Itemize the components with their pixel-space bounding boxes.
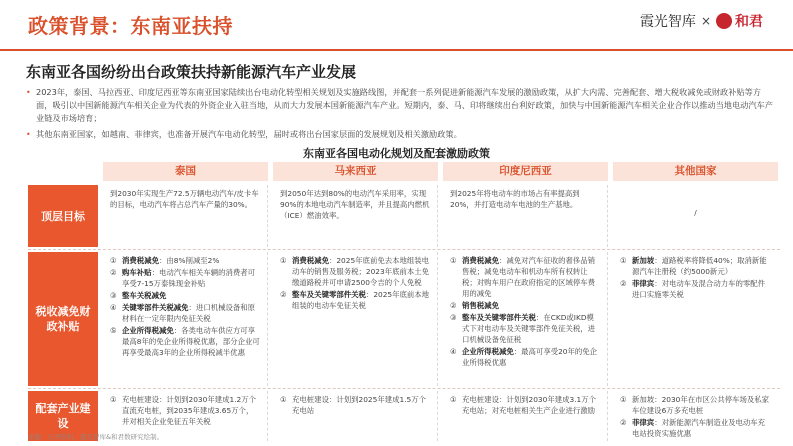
policy-item bbox=[110, 394, 260, 427]
item-number: ② bbox=[620, 418, 627, 427]
table-corner bbox=[28, 162, 98, 181]
policy-item bbox=[110, 302, 260, 324]
item-text bbox=[122, 290, 166, 301]
item-keyword: 菲律宾 bbox=[632, 279, 655, 288]
item-number: ② bbox=[620, 279, 627, 288]
item-number: ① bbox=[450, 256, 457, 265]
policy-item bbox=[280, 289, 430, 311]
policy-item bbox=[450, 312, 600, 345]
slide-header bbox=[0, 0, 793, 56]
page-title: 政策背景：东南亚扶持 bbox=[28, 14, 233, 38]
policy-item bbox=[110, 290, 260, 301]
item-number: ① bbox=[280, 395, 287, 404]
item-keyword: 关键零部件关税减免 bbox=[122, 303, 189, 312]
brand-separator: × bbox=[700, 14, 711, 28]
cell-infra-malaysia bbox=[273, 391, 438, 441]
item-number: ② bbox=[450, 301, 457, 310]
item-keyword: 销售税减免 bbox=[462, 301, 499, 310]
intro-bullets bbox=[26, 86, 774, 144]
bullet-dot-icon: • bbox=[26, 88, 31, 97]
policy-item bbox=[280, 255, 430, 288]
cell-goal-thailand: 到2030年实现生产72.5万辆电动汽车/皮卡车的目标，电动汽车将占总汽车产量的30%。 bbox=[103, 185, 268, 247]
item-number: ③ bbox=[110, 291, 117, 300]
cell-goal-malaysia: 到2050年达到80%的电动汽车采用率，实现90%的本地电动汽车制造率，并且提高内燃机（ICE）燃油效率。 bbox=[273, 185, 438, 247]
policy-table bbox=[28, 162, 780, 441]
item-number: ① bbox=[110, 256, 117, 265]
col-header-malaysia: 马来西亚 bbox=[273, 162, 438, 181]
item-text: 充电桩建设：计划到2030年建成3.1万个充电站；对充电桩相关生产企业进行激励 bbox=[462, 395, 597, 415]
item-text: 菲律宾：对新能源汽车制造业及电动车充电站投资实施优惠 bbox=[632, 418, 766, 438]
table-title: 东南亚各国电动化规划及配套激励政策 bbox=[303, 147, 490, 160]
bullet-item bbox=[26, 86, 774, 125]
policy-item bbox=[280, 394, 430, 416]
item-number: ① bbox=[280, 256, 287, 265]
bullet-item bbox=[26, 128, 774, 141]
item-text: 关键零部件关税减免：进口机械设备和原材料在一定年限内免征关税 bbox=[122, 303, 256, 323]
item-text: 整车及关键零部件关税：在CKD或IKD模式下对电动车及关键零部件免征关税，进口机械设备免征税 bbox=[462, 313, 596, 344]
item-text: 企业所得税减免：最高可享受20年的免企业所得税优惠 bbox=[462, 347, 598, 367]
policy-item bbox=[620, 417, 771, 439]
item-text: 消费税减免：减免对汽车征收的奢侈品销售税；减免电动车和机动车所有权转让税；对购车用户在政府指定的区域停车费用的减免 bbox=[462, 256, 596, 298]
policy-item bbox=[620, 394, 771, 416]
bullet-text: 其他东南亚国家，如越南、菲律宾，也准备开展汽车电动化转型，届时或将出台国家层面的发展规划及相关激励政策。 bbox=[36, 129, 462, 139]
item-text: 新加坡：2030年在市区公共停车场及私家车位建设6万多充电桩 bbox=[632, 395, 770, 415]
item-number: ④ bbox=[110, 303, 117, 312]
item-text: 企业所得税减免：各类电动车供应方可享最高8年的免企业所得税优惠，部分企业可再享受最高3年的企业所得税减半优惠 bbox=[122, 326, 260, 357]
item-text: 整车及关键零部件关税：2025年底前本地组装的电动车免征关税 bbox=[292, 290, 430, 310]
row-divider bbox=[28, 388, 780, 389]
col-header-thailand: 泰国 bbox=[103, 162, 268, 181]
item-keyword: 购车补贴 bbox=[122, 268, 152, 277]
brand-logos bbox=[640, 11, 763, 31]
item-text: 新加坡：道路税率将降低40%；取消新能源汽车注册税（约5000新元） bbox=[632, 256, 767, 276]
item-keyword: 菲律宾 bbox=[632, 418, 655, 427]
policy-item bbox=[620, 255, 771, 277]
cell-tax-indonesia bbox=[443, 252, 608, 386]
bullet-text: 2023年，泰国、马拉西亚、印度尼西亚等东南亚国家陆续出台电动化转型相关规划及实施路线图，并配套一系列促进新能源汽车发展的激励政策，从扩大内需、完善配套、增大税收减免或财政补贴等方面，吸引以中国新能源汽车相关企业为代表的外资企业入驻当地，从而大力发展本国新能源汽车产业。短期内，泰、马、印将继续出台利好政策，加快与中国新能源汽车相关企业合作以推动当地电动汽车产业链及市场培育； bbox=[36, 87, 773, 123]
item-keyword: 企业所得税减免 bbox=[122, 326, 174, 335]
row-label-top-goal: 顶层目标 bbox=[28, 185, 98, 247]
cell-goal-others: / bbox=[694, 208, 697, 217]
row-label-tax-subsidy: 税收减免财政补贴 bbox=[28, 252, 98, 386]
policy-item bbox=[620, 278, 771, 300]
item-number: ② bbox=[280, 290, 287, 299]
item-text: 菲律宾：对电动车及混合动力车的零配件进口实施零关税 bbox=[632, 279, 766, 299]
col-header-others: 其他国家 bbox=[613, 162, 778, 181]
brand-hejun: 和君 bbox=[735, 14, 763, 30]
policy-item bbox=[450, 346, 600, 368]
cell-goal-indonesia: 到2025年将电动车的市场占有率提高到20%，并打造电动车电池的生产基地。 bbox=[443, 185, 608, 247]
brand-hejun-logo bbox=[716, 11, 763, 31]
item-text bbox=[462, 300, 499, 311]
item-number: ① bbox=[620, 395, 627, 404]
item-keyword: 整车及关键零部件关税 bbox=[462, 313, 536, 322]
item-keyword: 消费税减免 bbox=[292, 256, 329, 265]
cell-tax-others bbox=[613, 252, 778, 386]
table-header-row bbox=[28, 162, 780, 181]
policy-item bbox=[450, 394, 600, 416]
bullet-dot-icon: • bbox=[26, 130, 31, 139]
cell-infra-others bbox=[613, 391, 778, 441]
item-number: ① bbox=[110, 395, 117, 404]
item-number: ③ bbox=[450, 313, 457, 322]
item-keyword: 消费税减免 bbox=[462, 256, 499, 265]
cell-tax-malaysia bbox=[273, 252, 438, 386]
title-rule bbox=[0, 49, 793, 51]
brand-xiaguang: 霞光智库 bbox=[639, 14, 696, 30]
item-text: 购车补贴：电动汽车相关车辆的消费者可享受7-15万泰铢现金补贴 bbox=[122, 268, 256, 288]
item-number: ④ bbox=[450, 347, 457, 356]
cell-tax-thailand bbox=[103, 252, 268, 386]
item-text: 消费税减免：2025年底前免去本地组装电动车的销售及服务税；2023年底前本土免缴道路税并可申请2500令吉的个人免税 bbox=[292, 256, 430, 287]
item-text: 充电桩建设：计划到2025年建成1.5万个充电站 bbox=[292, 395, 427, 415]
item-number: ① bbox=[620, 256, 627, 265]
item-number: ① bbox=[450, 395, 457, 404]
policy-item bbox=[110, 255, 260, 266]
policy-item bbox=[110, 325, 260, 358]
item-number: ② bbox=[110, 268, 117, 277]
cell-infra-indonesia bbox=[443, 391, 608, 441]
table-row-top-goal bbox=[28, 185, 780, 247]
item-keyword: 企业所得税减免 bbox=[462, 347, 514, 356]
policy-item bbox=[450, 300, 600, 311]
hejun-seal-icon bbox=[716, 13, 732, 29]
policy-item bbox=[110, 267, 260, 289]
item-keyword: 新加坡 bbox=[632, 256, 655, 265]
item-keyword: 消费税减免 bbox=[122, 256, 159, 265]
policy-item bbox=[450, 255, 600, 299]
item-text: 充电桩建设：计划到2030年建成1.2万个直流充电桩，到2035年建成3.65万个，并对相关企业免征五年关税 bbox=[122, 395, 257, 426]
row-label-infrastructure: 配套产业建设 bbox=[28, 391, 98, 441]
table-row-tax-subsidy bbox=[28, 252, 780, 386]
item-text: 消费税减免：由8%削减至2% bbox=[122, 256, 220, 265]
item-keyword: 整车关税减免 bbox=[122, 291, 167, 300]
item-number: ⑤ bbox=[110, 326, 117, 335]
subtitle: 东南亚各国纷纷出台政策扶持新能源汽车产业发展 bbox=[26, 63, 357, 81]
source-note: 来源：公开资料，霞光智库&和君数研究绘制。 bbox=[28, 433, 164, 441]
row-divider bbox=[28, 249, 780, 250]
item-keyword: 整车及关键零部件关税 bbox=[292, 290, 366, 299]
col-header-indonesia: 印度尼西亚 bbox=[443, 162, 608, 181]
